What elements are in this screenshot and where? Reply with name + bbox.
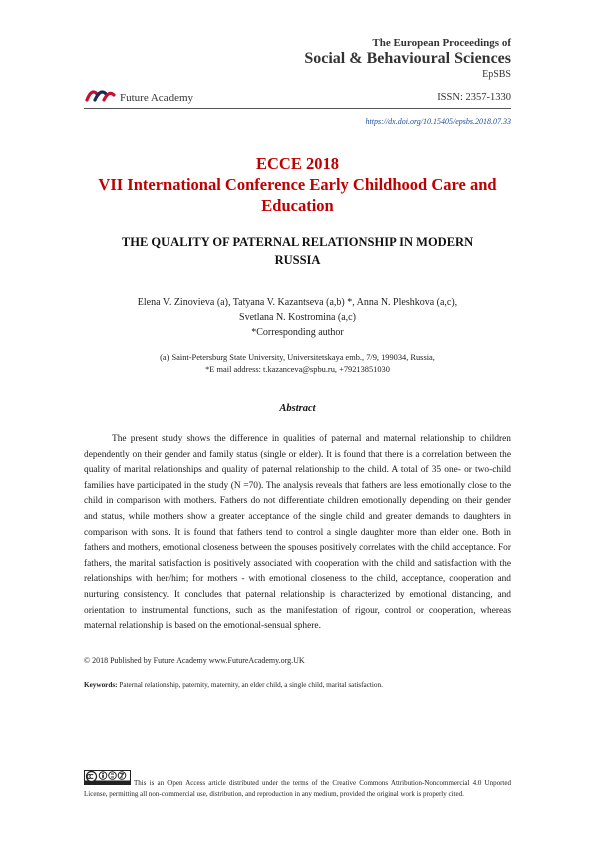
open-access-license-text: This is an Open Access article distributed under the terms of the Creative Commons Attribution-Noncommercial 4.0 Unported License, permitting all non-commercial use, distribution, and reproduction in any medium, provided the original work is properly cited. [84, 779, 511, 799]
paper-title-line2: RUSSIA [274, 253, 321, 267]
header-divider [84, 108, 511, 109]
authors-line2: Svetlana N. Kostromina (a,c) [239, 312, 356, 323]
journal-series: The European Proceedings of [372, 37, 511, 49]
affiliation [84, 352, 511, 375]
conference-name: ECCE 2018 [256, 154, 339, 173]
authors-line1: Elena V. Zinovieva (a), Tatyana V. Kazantseva (a,b) *, Anna N. Pleshkova (a,c), [137, 297, 458, 308]
journal-abbreviation: EpSBS [482, 69, 511, 80]
future-academy-logo-icon [84, 86, 116, 104]
paper-title-line1: THE QUALITY OF PATERNAL RELATIONSHIP IN MODERN [121, 235, 474, 249]
conference-full-title-line2: Education [261, 196, 334, 215]
keywords-label: Keywords: [84, 681, 118, 689]
paper-title [84, 233, 511, 269]
keywords-list: Paternal relationship, paternity, maternity, an elder child, a single child, marital satisfaction. [119, 681, 383, 689]
issn: ISSN: 2357-1330 [437, 92, 511, 103]
publisher-name: Future Academy [120, 92, 194, 104]
copyright-notice: © 2018 Published by Future Academy www.FutureAcademy.org.UK [84, 656, 305, 665]
journal-title: Social & Behavioural Sciences [304, 50, 511, 67]
doi-link[interactable]: https://dx.doi.org/10.15405/epsbs.2018.07.33 [365, 117, 511, 126]
conference-full-title-line1: VII International Conference Early Childhood Care and [98, 175, 497, 194]
affiliation-line1: (a) Saint-Petersburg State University, Universitetskaya emb., 7/9, 199034, Russia, [160, 353, 435, 362]
abstract-body: The present study shows the difference in qualities of paternal and maternal relationship to children dependently on their gender and family status (single or elder). It is found that there is a correlation between the quality of marital relationships and quality of paternal relationship to the child. A total of 35 one- or two-child families have participated in the study (N =70). The analysis reveals that fathers are less emotionally close to the child in comparison with mothers. Fathers do not differentiate children emotionally depending on their gender and status, while mothers show a greater acceptance of the single child and greater demands to daughters in comparison with sons. It is found that fathers tend to control a single daughter more than elder one. Both in fathers and mothers, emotional closeness between the spouses positively correlates with the child acceptance. For fathers, the marital satisfaction is positively associated with cooperation with the child and satisfaction with the relationships with her/him; for mothers - with emotional closeness to the child, acceptance, cooperation and nurturing consistency. It concludes that paternal relationship is characterized by emotional distancing, and orientation to instrumental functions, such as the manifestation of rigour, control or cooperation, whereas maternal relationship is based on the emotional-sensual sphere. [84, 434, 511, 632]
contact-email: *E mail address: t.kazanceva@spbu.ru, +79213851030 [205, 364, 390, 374]
authors [84, 295, 511, 340]
abstract-heading: Abstract [279, 403, 316, 414]
conference-title [70, 153, 525, 216]
keywords [84, 681, 511, 689]
corresponding-author-note: *Corresponding author [251, 327, 344, 338]
